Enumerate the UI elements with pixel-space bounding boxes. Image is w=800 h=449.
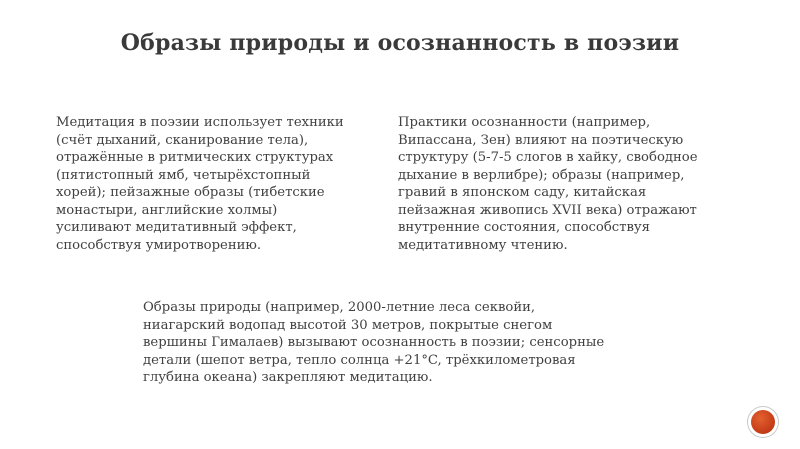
text-line: Випассана, Зен) влияют на поэтическую bbox=[398, 132, 684, 148]
text-line: гравий в японском саду, китайская bbox=[398, 185, 647, 200]
circle-button-icon bbox=[751, 410, 775, 434]
text-line: Медитация в поэзии использует техники bbox=[56, 115, 344, 130]
text-line: дыхание в верлибре); образы (например, bbox=[398, 167, 685, 183]
text-line: внутренние состояния, способствуя bbox=[398, 220, 650, 235]
right-text-block bbox=[398, 114, 738, 254]
text-line: глубина океана) закрепляют медитацию. bbox=[143, 370, 433, 385]
left-text-block bbox=[56, 114, 386, 254]
text-line: структуру (5-7-5 слогов в хайку, свободное bbox=[398, 150, 698, 165]
text-line: детали (шепот ветра, тепло солнца +21°C, трёхкилометровая bbox=[143, 352, 576, 368]
text-line: пейзажная живопись XVII века) отражают bbox=[398, 202, 697, 218]
text-line: Образы природы (например, 2000-летние леса секвойи, bbox=[143, 300, 536, 315]
text-line: Практики осознанности (например, bbox=[398, 115, 651, 130]
text-line: ниагарский водопад высотой 30 метров, покрытые снегом bbox=[143, 317, 553, 333]
text-line: способствуя умиротворению. bbox=[56, 237, 262, 253]
text-line: (счёт дыханий, сканирование тела), bbox=[56, 132, 309, 148]
text-line: отражённые в ритмических структурах bbox=[56, 150, 334, 165]
text-line: вершины Гималаев) вызывают осознанность в поэзии; сенсорные bbox=[143, 335, 605, 350]
slide-title: Образы природы и осознанность в поэзии bbox=[120, 30, 680, 56]
text-line: медитативному чтению. bbox=[398, 237, 568, 253]
text-line: усиливают медитативный эффект, bbox=[56, 220, 297, 235]
text-line: хорей); пейзажные образы (тибетские bbox=[56, 185, 325, 200]
text-line: монастыри, английские холмы) bbox=[56, 202, 278, 218]
bottom-text-block bbox=[143, 299, 683, 387]
text-line: (пятистопный ямб, четырёхстопный bbox=[56, 167, 311, 183]
next-slide-button[interactable] bbox=[748, 407, 778, 437]
